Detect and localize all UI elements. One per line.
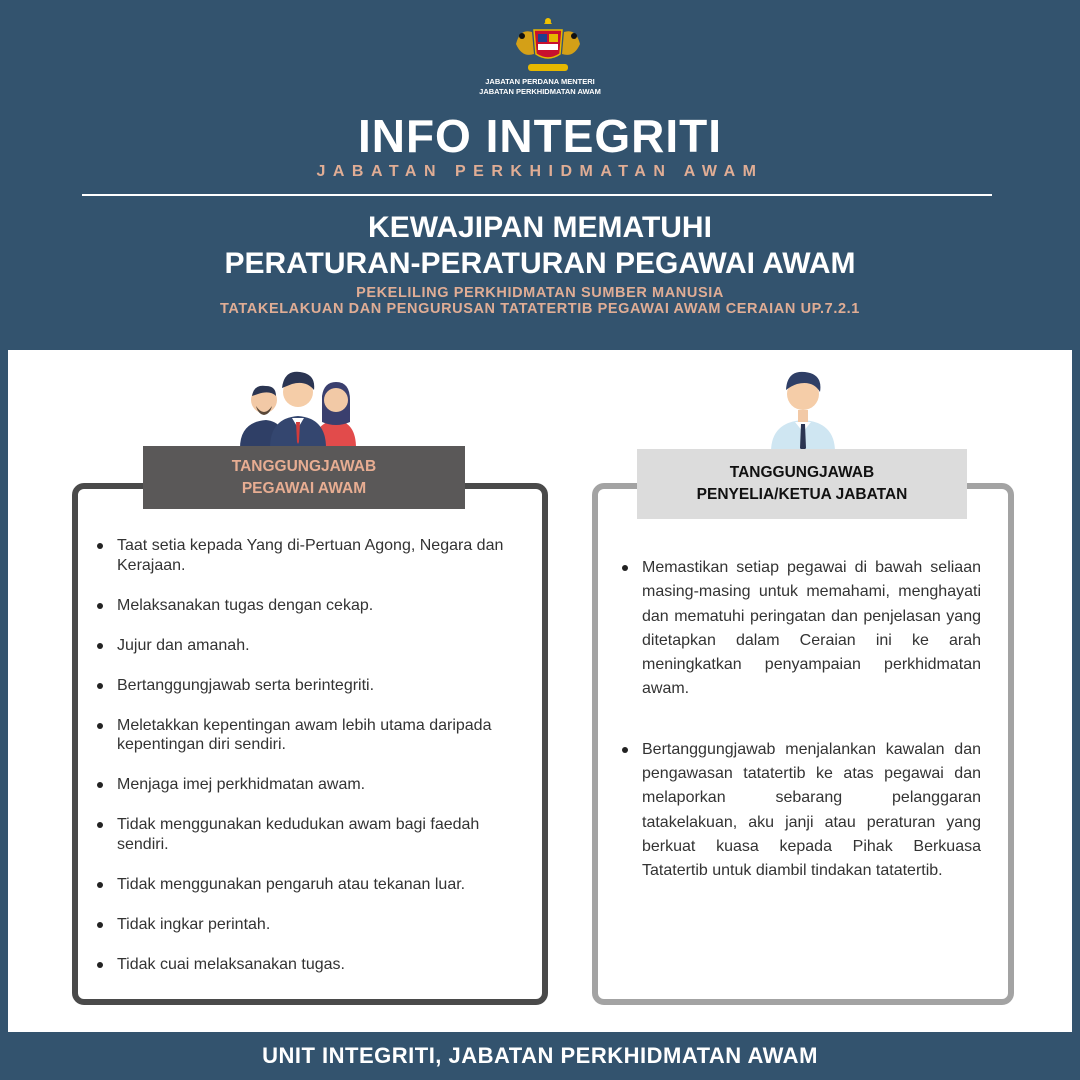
page-title: INFO INTEGRITI [357, 110, 723, 162]
list-item: Memastikan setiap pegawai di bawah seliaan masing-masing untuk memahami, menghayati dan mematuhi peringatan dan penjelasan yang ditetapkan dalam Ceraian ini ke arah meningkatkan penyampaian perkhidmatan awam. [619, 556, 981, 702]
reference-line2: TATAKELAKUAN DAN PENGURUSAN TATATERTIB PEGAWAI AWAM CERAIAN UP.7.2.1 [220, 301, 860, 317]
footer-banner [0, 1032, 1080, 1080]
group-of-officers-icon [236, 366, 360, 448]
supervisor-icon [767, 362, 839, 452]
list-item: Bertanggungjawab menjalankan kawalan dan pengawasan tatatertib ke atas pegawai dan melaporkan sebarang pelanggaran tatakelakuan, aku janji atau peraturan yang berkuat kuasa kepada Pihak Berkuasa Tatatertib untuk diambil tindakan tatatertib. [619, 738, 981, 884]
supervisor-responsibilities-list [619, 556, 981, 920]
officer-heading-line2: PEGAWAI AWAM [241, 479, 367, 497]
list-item: Tidak menggunakan pengaruh atau tekanan luar. [94, 875, 514, 895]
list-item: Menjaga imej perkhidmatan awam. [94, 775, 514, 795]
list-item: Bertanggungjawab serta berintegriti. [94, 676, 514, 696]
officer-responsibilities-heading [143, 446, 465, 509]
list-item: Tidak cuai melaksanakan tugas. [94, 955, 514, 975]
header-banner [0, 0, 1080, 350]
footer-text: UNIT INTEGRITI, JABATAN PERKHIDMATAN AWAM [262, 1043, 818, 1068]
officer-heading-line1: TANGGUNGJAWAB [231, 457, 377, 475]
list-item: Tidak ingkar perintah. [94, 915, 514, 935]
list-item: Meletakkan kepentingan awam lebih utama daripada kepentingan diri sendiri. [94, 716, 514, 755]
agency-name-line2: JABATAN PERKHIDMATAN AWAM [479, 87, 601, 96]
officer-responsibilities-list [94, 536, 514, 995]
agency-name-line1: JABATAN PERDANA MENTERI [485, 77, 595, 86]
reference-line1: PEKELILING PERKHIDMATAN SUMBER MANUSIA [356, 285, 724, 301]
list-item: Melaksanakan tugas dengan cekap. [94, 596, 514, 616]
supervisor-responsibilities-heading [637, 449, 967, 519]
list-item: Taat setia kepada Yang di-Pertuan Agong, Negara dan Kerajaan. [94, 536, 514, 575]
list-item: Jujur dan amanah. [94, 636, 514, 656]
page-subtitle: JABATAN PERKHIDMATAN AWAM [316, 163, 764, 180]
coat-of-arms-logo [510, 14, 586, 76]
supervisor-heading-line2: PENYELIA/KETUA JABATAN [696, 486, 908, 503]
topic-heading-line1: KEWAJIPAN MEMATUHI [368, 211, 712, 244]
divider [82, 194, 992, 196]
supervisor-heading-line1: TANGGUNGJAWAB [729, 464, 875, 481]
topic-heading-line2: PERATURAN-PERATURAN PEGAWAI AWAM [224, 247, 856, 280]
list-item: Tidak menggunakan kedudukan awam bagi faedah sendiri. [94, 815, 514, 854]
